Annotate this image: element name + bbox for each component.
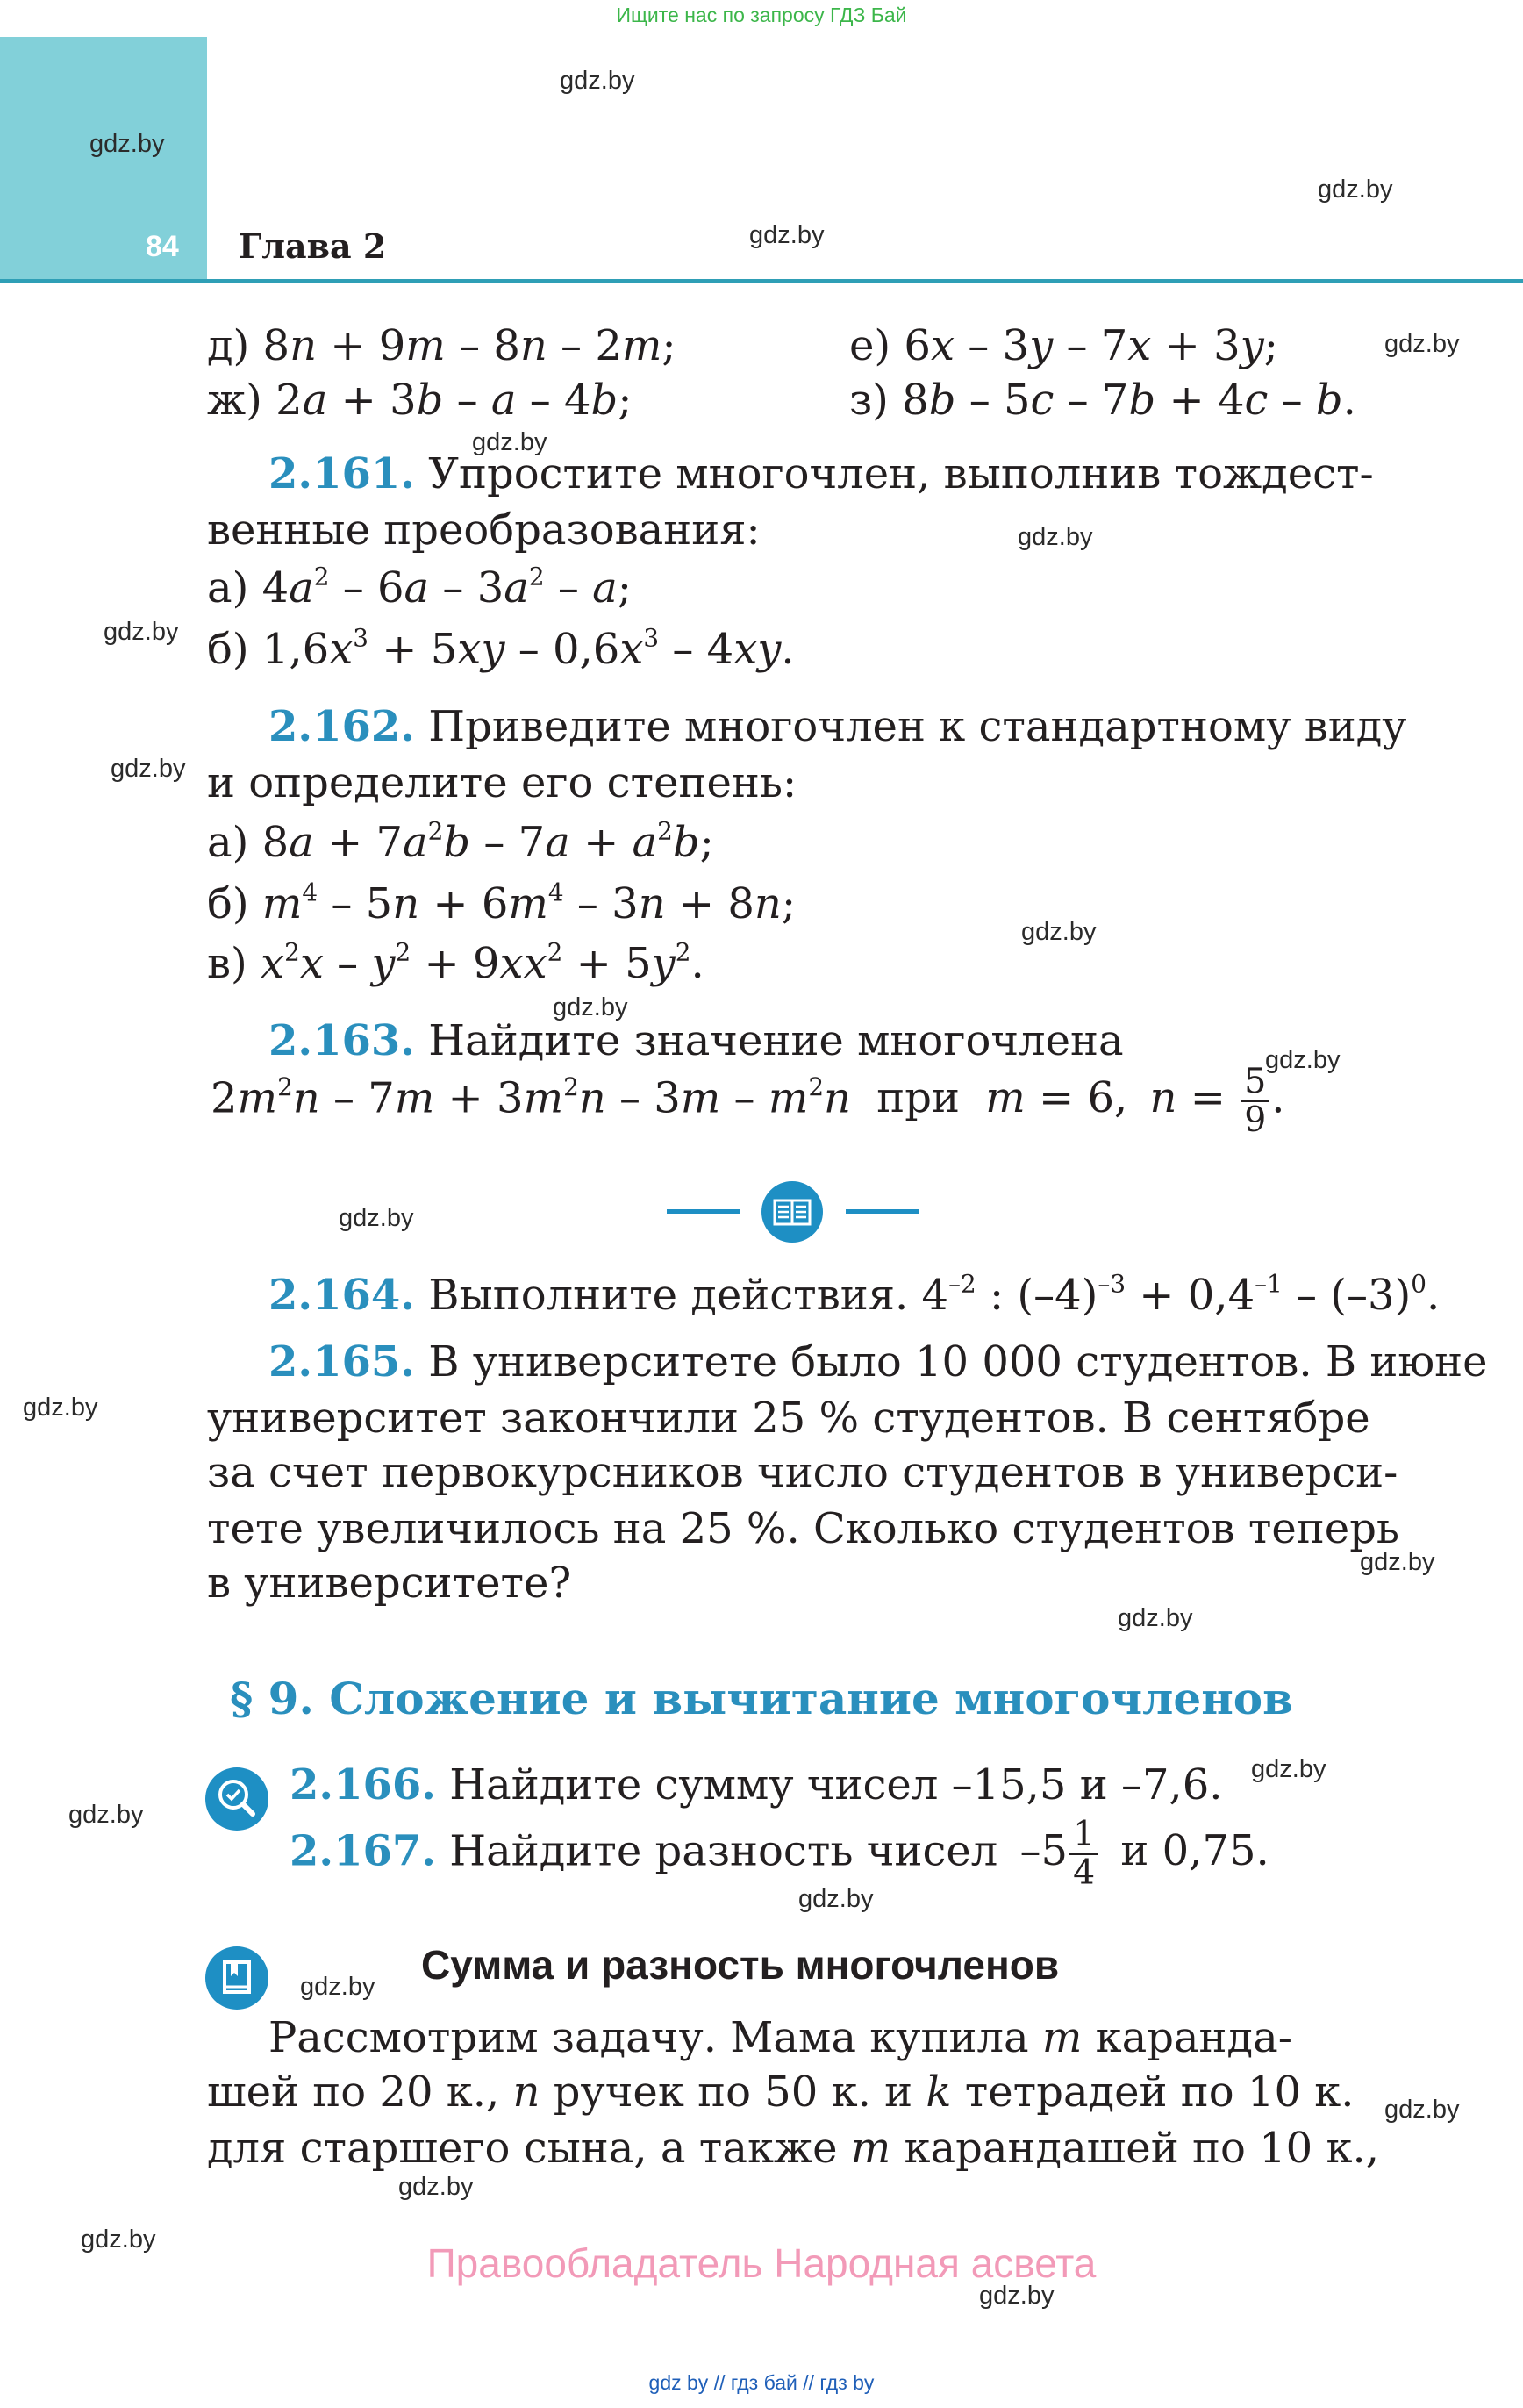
- theory-line: шей по 20 к., n ручек по 50 к. и k тетрадей по 10 к.: [207, 2068, 1355, 2117]
- task-2-162-v: в) $x^2x - y^2 + 9xx^2 + 5y^2$.: [207, 937, 704, 988]
- rights-holder: Правообладатель Народная асвета: [426, 2240, 1097, 2286]
- theory-title: Сумма и разность многочленов: [421, 1942, 1060, 1988]
- task-number: 2.161.: [268, 449, 416, 498]
- watermark: gdz.by: [560, 67, 635, 95]
- watermark: gdz.by: [300, 1973, 375, 2001]
- watermark: gdz.by: [1318, 176, 1393, 204]
- watermark: gdz.by: [1118, 1604, 1193, 1632]
- task-2-162-heading: 2.162. Приведите многочлен к стандартному виду: [268, 702, 1407, 751]
- top-search-hint[interactable]: Ищите нас по запросу ГДЗ Бай: [616, 4, 907, 26]
- watermark: gdz.by: [23, 1394, 98, 1422]
- task-2-163-heading: 2.163. Найдите значение многочлена: [268, 1016, 1124, 1065]
- watermark: gdz.by: [1384, 2096, 1460, 2124]
- watermark: gdz.by: [749, 221, 825, 249]
- task-2-165-heading: 2.165. В университете было 10 000 студентов. В июне: [268, 1337, 1488, 1387]
- watermark: gdz.by: [553, 993, 628, 1021]
- task-2-160-e: е) 6x – 3y – 7x + 3y;: [849, 321, 1278, 370]
- section-title: § 9. Сложение и вычитание многочленов: [230, 1673, 1293, 1724]
- theory-line: для старшего сына, а также m карандашей по 10 к.,: [207, 2124, 1379, 2173]
- task-2-162-b: б) $m^4 - 5n + 6m^4 - 3n + 8n$;: [207, 878, 796, 928]
- task-2-166: 2.166. Найдите сумму чисел –15,5 и –7,6.: [290, 1760, 1223, 1810]
- watermark: gdz.by: [104, 618, 179, 646]
- task-2-164: 2.164. Выполните действия. $4^{-2}$ : $(-4)^{-3} + 0,4^{-1} - (-3)^0$.: [268, 1269, 1441, 1320]
- task-number: 2.167.: [290, 1826, 437, 1876]
- task-number: 2.164.: [268, 1271, 416, 1320]
- task-2-161-b: б) $1,6x^3 + 5xy - 0,6x^3 - 4xy$.: [207, 623, 795, 674]
- watermark: gdz.by: [1384, 330, 1460, 358]
- task-2-165-line: за счет первокурсников число студентов в универси-: [207, 1448, 1398, 1497]
- divider-line-right: [846, 1209, 919, 1214]
- theory-line: Рассмотрим задачу. Мама купила m каранда-: [268, 2013, 1292, 2062]
- watermark: gdz.by: [68, 1801, 144, 1829]
- watermark: gdz.by: [339, 1204, 414, 1232]
- header-rule: [0, 279, 1523, 283]
- watermark: gdz.by: [798, 1885, 874, 1913]
- chapter-title: Глава 2: [239, 226, 387, 266]
- task-2-160-d: д) 8n + 9m – 8n – 2m;: [207, 321, 676, 370]
- task-2-160-zh: ж) 2a + 3b – a – 4b;: [207, 376, 633, 425]
- book-icon: [762, 1181, 823, 1243]
- divider-line-left: [667, 1209, 740, 1214]
- task-2-167: 2.167. Найдите разность чисел –5 $\frac{1}{4}$ и 0,75.: [290, 1814, 1269, 1894]
- watermark: gdz.by: [1018, 523, 1093, 551]
- fraction-n: $\frac{5}{9}$: [1241, 1064, 1269, 1139]
- task-2-161-heading: 2.161. Упростите многочлен, выполнив тождест-: [268, 449, 1374, 498]
- bookmark-icon: [205, 1946, 268, 2010]
- watermark: gdz.by: [81, 2225, 156, 2254]
- task-2-161-text: венные преобразования:: [207, 505, 761, 555]
- task-2-165-line: тете увеличилось на 25 %. Сколько студентов теперь: [207, 1504, 1400, 1553]
- watermark: gdz.by: [1265, 1046, 1341, 1074]
- watermark: gdz.by: [979, 2282, 1055, 2310]
- task-2-161-a: а) $4a^2 - 6a - 3a^2$ – a;: [207, 562, 632, 613]
- task-2-162-a: а) $8a + 7a^2b - 7a + a^2b$;: [207, 816, 714, 867]
- watermark: gdz.by: [398, 2173, 474, 2201]
- watermark: gdz.by: [472, 428, 547, 456]
- watermark: gdz.by: [1251, 1755, 1326, 1783]
- task-2-165-line: университет закончили 25 % студентов. В сентябре: [207, 1394, 1370, 1443]
- task-number: 2.165.: [268, 1337, 416, 1387]
- page-number: 84: [146, 230, 179, 263]
- task-2-163-expression: $2m^2n - 7m + 3m^2n - 3m - m^2n$ при m = 6, n = $\frac{5}{9}$ .: [211, 1061, 1285, 1141]
- task-2-160-z: з) 8b – 5c – 7b + 4c – b.: [849, 376, 1356, 425]
- watermark: gdz.by: [1021, 918, 1097, 946]
- watermark: gdz.by: [89, 130, 165, 158]
- task-number: 2.166.: [290, 1760, 437, 1810]
- fraction-mixed: $\frac{1}{4}$: [1069, 1817, 1098, 1892]
- task-2-165-line: в университете?: [207, 1559, 572, 1608]
- watermark: gdz.by: [111, 755, 186, 783]
- task-2-162-text: и определите его степень:: [207, 758, 797, 807]
- bottom-links[interactable]: gdz by // гдз бай // гдз by: [648, 2371, 875, 2394]
- watermark: gdz.by: [1360, 1548, 1435, 1576]
- task-number: 2.162.: [268, 702, 416, 751]
- task-number: 2.163.: [268, 1016, 416, 1065]
- magnifier-check-icon: [205, 1767, 268, 1831]
